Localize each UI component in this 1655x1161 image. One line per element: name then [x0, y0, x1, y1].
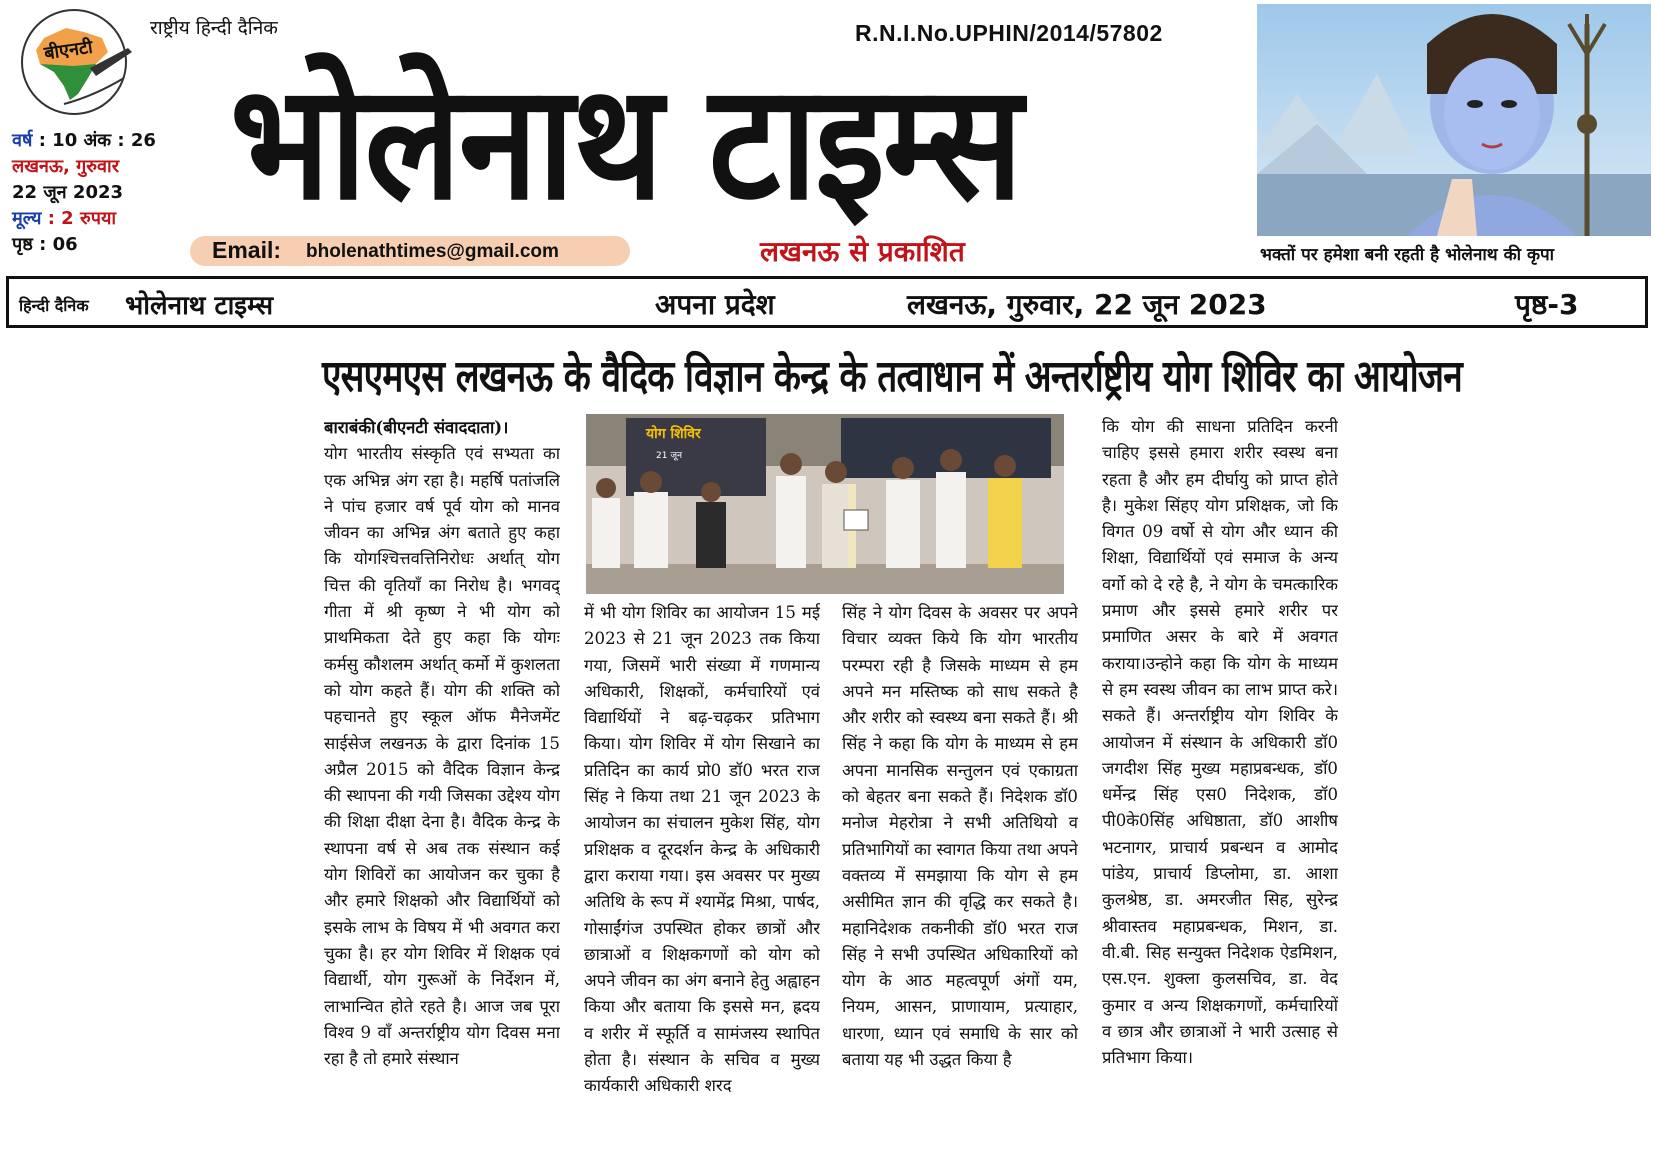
banner-page-number: पृष्ठ-3 [1515, 288, 1579, 321]
price-label: मूल्य [12, 208, 42, 229]
deity-caption: भक्तों पर हमेशा बनी रहती है भोलेनाथ की कृपा [1260, 245, 1555, 265]
newspaper-title: भोलेनाथ टाइम्स [230, 50, 1021, 236]
article-column-2 [584, 600, 820, 1160]
varsh-value: : 10 [38, 130, 78, 151]
varsh-label: वर्ष [12, 130, 33, 151]
article-headline: एसएमएस लखनऊ के वैदिक विज्ञान केन्द्र के तत्वाधान में अन्तर्राष्ट्रीय योग शिविर का आयोजन [322, 351, 1462, 402]
issue-date: 22 जून 2023 [12, 182, 124, 203]
banner-name: भोलेनाथ टाइम्स [125, 291, 274, 321]
column-4-text: कि योग की साधना प्रतिदिन करनी चाहिए इससे हमारा शरीर स्वस्थ बना रहता है और हम दीर्घायु को प्राप्त होते है। मुकेश सिंहए योग प्रशिक्षक, जो कि विगत 09 वर्षो से योग और ध्यान की शिक्षा, विद्यार्थियों एवं समाज के अन्य वर्गो को दे रहे है, ने योग के चमत्कारिक प्रमाण और इससे हमारे शरीर पर प्रमाणित असर के बारे में अवगत कराया।उन्होने कहा कि योग के माध्यम से हम स्वस्थ जीवन का लाभ प्राप्त करे। सकते हैं। अन्तर्राष्ट्रीय योग शिविर के आयोजन में संस्थान के अधिकारी डॉ0 जगदीश सिंह मुख्य महाप्रबन्धक, डॉ0 धर्मेन्द्र सिंह एस0 निदेशक, डॉ0 पी0के0सिंह अधिष्ठाता, डॉ0 आशीष भटनागर, प्राचार्य प्रबन्धन व आमोद पांडेय, प्राचार्य डिप्लोमा, डा. आशा कुलश्रेष्ठ, डा. अमरजीत सिह, सुरेन्द्र श्रीवास्तव महाप्रबन्धक, मिशन, डा. वी.बी. सिह सन्युक्त निदेशक ऐडमिशन, एस.एन. शुक्ला कुलसचिव, डा. वेद कुमार व अन्य शिक्षकगणों, कर्मचारियों व छात्र और छात्राओं ने भारी उत्साह से प्रतिभाग किया। [1102, 417, 1338, 1068]
article-column-1 [324, 414, 560, 1159]
column-3-text: सिंह ने योग दिवस के अवसर पर अपने विचार व्यक्त किये कि योग भारतीय परम्परा रही है जिसके माध्यम से हम अपने मन मस्तिष्क को साध सकते है और शरीर को स्वस्थ्य बना सकते हैं। श्री सिंह ने कहा कि योग के माध्यम से हम अपना मानसिक सन्तुलन एवं एकाग्रता को बेहतर बना सकते हैं। निदेशक डॉ0 मनोज मेहरोत्रा ने सभी अतिथियो व प्रतिभागियों का स्वागत किया तथा अपने वक्तव्य में समझाया कि योग से हम असीमित ज्ञान की वृद्धि कर सकते है। महानिदेशक तकनीकी डॉ0 भरत राज सिंह ने सभी उपस्थित अधिकारियों को योग के आठ महत्वपूर्ण अंगों यम, नियम, आसन, प्राणायाम, प्रत्याहार, धारणा, ध्यान एवं समाधि के सार को बताया यह भी उद्धत किया है [842, 603, 1078, 1070]
banner-label: हिन्दी दैनिक [19, 296, 89, 315]
rni-number: R.N.I.No.UPHIN/2014/57802 [855, 20, 1163, 46]
issue-volume [12, 128, 156, 152]
newspaper-logo [4, 8, 144, 116]
issue-price [12, 206, 116, 230]
article-column-4 [1102, 414, 1338, 1159]
event-photo [586, 414, 1064, 594]
tagline: राष्ट्रीय हिन्दी दैनिक [150, 17, 278, 39]
issue-pages [12, 232, 78, 256]
published-from: लखनऊ से प्रकाशित [760, 235, 965, 268]
article-dateline: बाराबंकी(बीएनटी संवाददाता)। [324, 417, 509, 437]
issue-place-day: लखनऊ, गुरुवार [12, 156, 120, 177]
logo-text: बीएनटी [42, 36, 94, 65]
ank-value: : 26 [117, 130, 156, 151]
pages-value: : 06 [39, 234, 78, 255]
email-label: Email: [212, 237, 282, 263]
photo-banner-date: 21 जून [656, 451, 682, 461]
photo-banner-text: योग शिविर [646, 426, 701, 442]
banner-section: अपना प्रदेश [655, 288, 775, 321]
column-2-text: में भी योग शिविर का आयोजन 15 मई 2023 से 21 जून 2023 तक किया गया, जिसमें भारी संख्या में गणमान्य अधिकारी, शिक्षकों, कर्मचारियों एवं विद्यार्थियों ने बढ़-चढ़कर प्रतिभाग किया। योग शिविर में योग सिखाने का प्रतिदिन का कार्य प्रो0 डॉ0 भरत राज सिंह ने किया तथा 21 जून 2023 के आयोजन का संचालन मुकेश सिंह, योग प्रशिक्षक व दूरदर्शन केन्द्र के अधिकारी द्वारा कराया गया। इस अवसर पर मुख्य अतिथि के रूप में श्यामेंद्र मिश्रा, पार्षद, गोसाईंगंज उपस्थित होकर छात्रों और छात्राओं व शिक्षकगणों को योग को अपने जीवन का अंग बनाने हेतु अह्वाहन किया और बताया कि इससे मन, ह्रदय व शरीर में स्फूर्ति व सामंजस्य स्थापित होता है। संस्थान के सचिव व मुख्य कार्यकारी अधिकारी शरद [584, 603, 820, 1096]
email-address[interactable]: bholenathtimes@gmail.com [306, 241, 559, 262]
article-column-3 [842, 600, 1078, 1160]
page-banner [6, 276, 1648, 328]
ank-label: अंक [83, 130, 112, 151]
deity-illustration [1257, 4, 1651, 236]
pages-label: पृष्ठ [12, 234, 33, 255]
email-pill [190, 236, 630, 266]
column-1-text: योग भारतीय संस्कृति एवं सभ्यता का एक अभिन्न अंग रहा है। महर्षि पतांजलि ने पांच हजार वर्ष पूर्व योग को मानव जीवन का अभिन्न अंग बताते हुए कहा कि योगश्चित्तवत्तिनिरोधः अर्थात् योग चित्त की वृतियाँ का निरोध है। भगवद् गीता में श्री कृष्ण ने भी योग को प्राथमिकता देते हुए कहा कि योगः कर्मसु कौशलम अर्थात् कर्मो में कुशलता को योग कहते हैं। योग की शक्ति को पहचानते हुए स्कूल ऑफ मैनेजमेंट साईसेज लखनऊ के द्वारा दिनांक 15 अप्रैल 2015 को वैदिक विज्ञान केन्द्र की स्थापना की गयी जिसका उद्देश्य योग की शिक्षा दीक्षा देना है। वैदिक केन्द्र के स्थापना वर्ष से अब तक संस्थान कई योग शिविरों का आयोजन कर चुका है और हमारे शिक्षको और विद्यार्थियों को इसके लाभ के विषय में भी अवगत करा चुका है। हर योग शिविर में शिक्षक एवं विद्यार्थी, योग गुरूओं के निर्देशन में, लाभान्वित होते रहते है। आज जब पूरा विश्व 9 वॉं अन्तर्राष्ट्रीय योग दिवस मना रहा है तो हमारे संस्थान [324, 444, 560, 1069]
banner-date: लखनऊ, गुरुवार, 22 जून 2023 [907, 288, 1267, 321]
price-value: : 2 रुपया [47, 208, 117, 229]
